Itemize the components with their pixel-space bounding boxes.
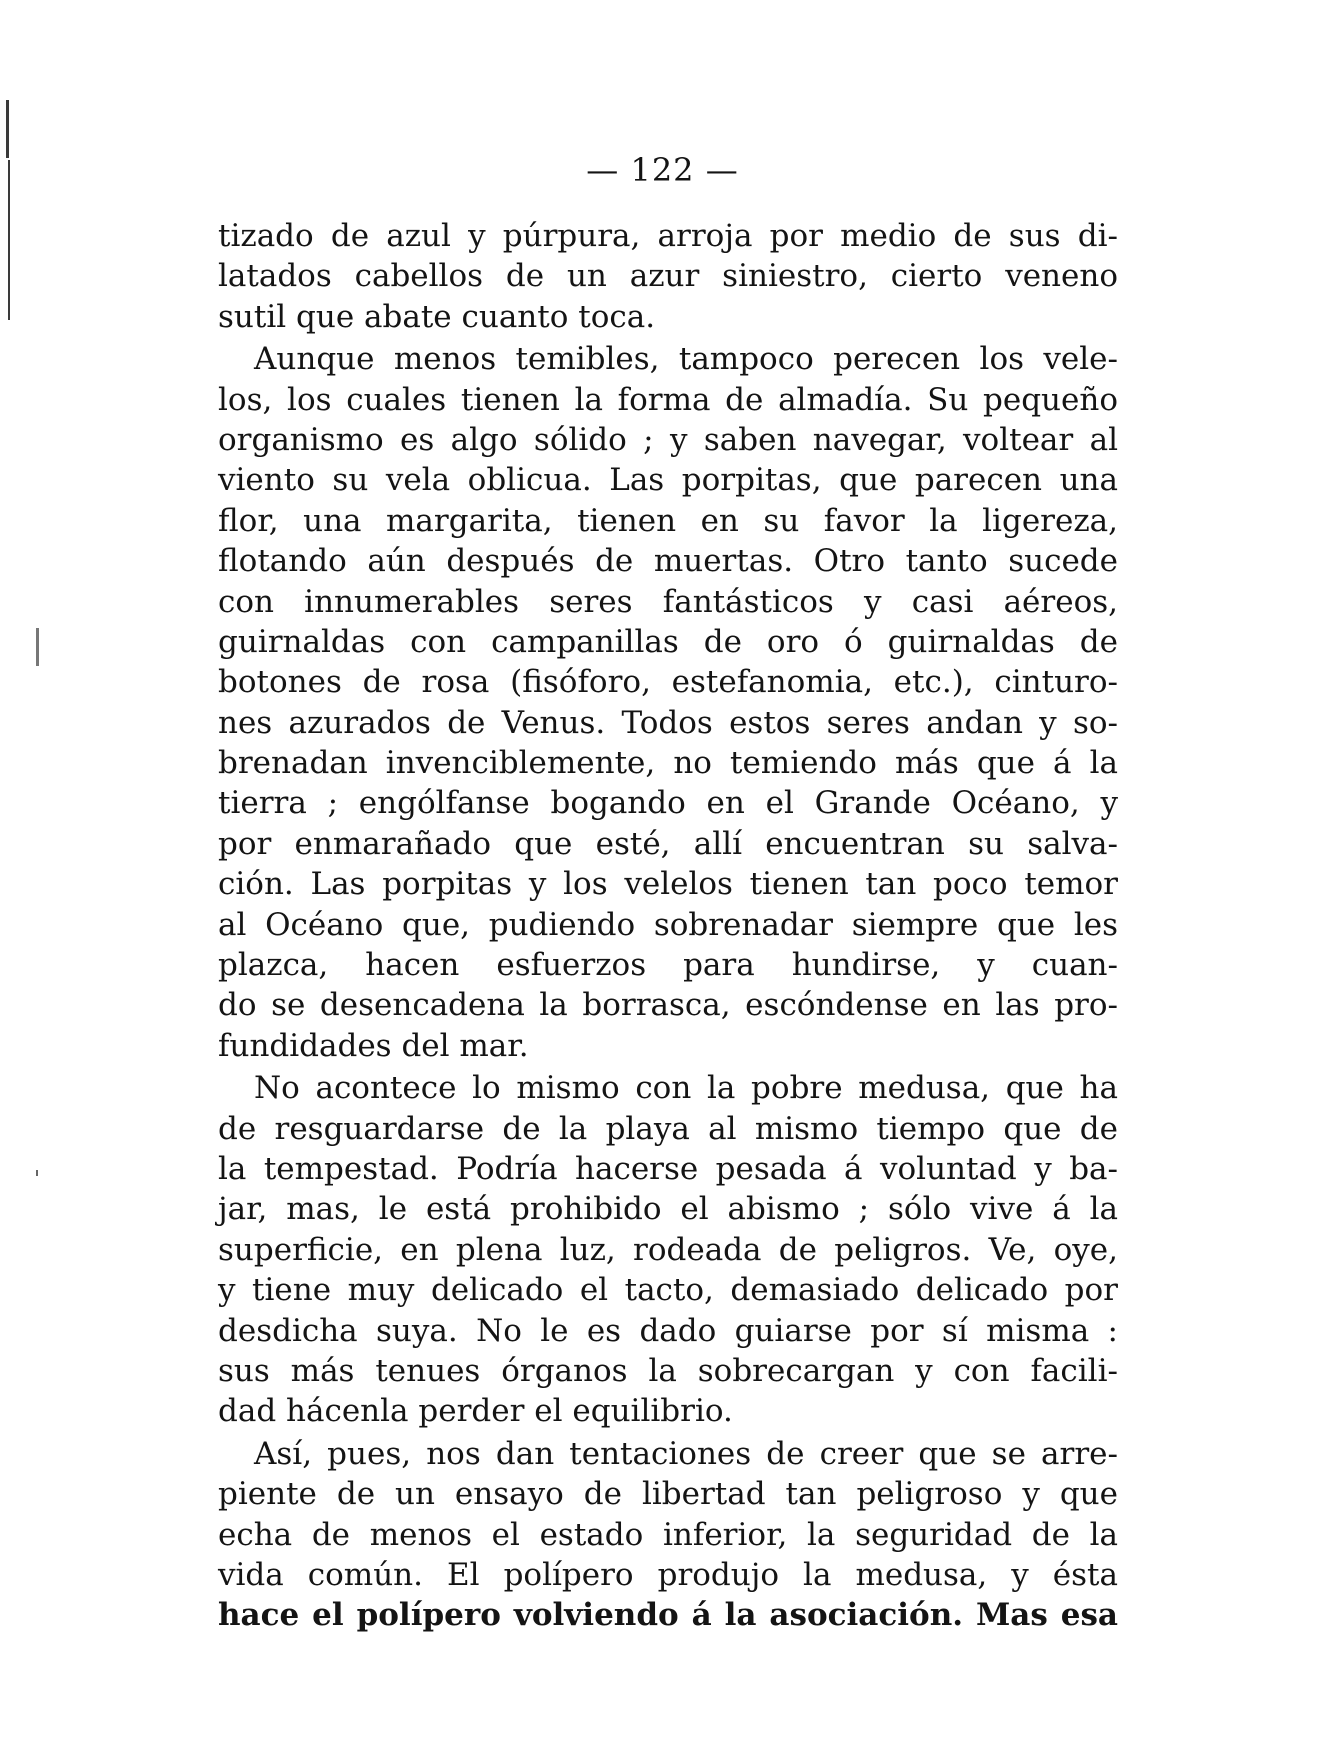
text-line: latados cabellos de un azur siniestro, cierto veneno [218, 258, 1118, 295]
text-line: superficie, en plena luz, rodeada de peligros. Ve, oye, [218, 1231, 1118, 1268]
text-line: organismo es algo sólido ; y saben navegar, voltear al [218, 421, 1118, 458]
page-text [218, 216, 1118, 1636]
text-line: plazca, hacen esfuerzos para hundirse, y cuan- [218, 947, 1118, 984]
text-line: jar, mas, le está prohibido el abismo ; sólo vive á la [218, 1191, 1118, 1228]
scan-margin-mark [36, 628, 39, 666]
text-line: Aunque menos temibles, tampoco perecen los vele- [254, 341, 1118, 378]
text-line: botones de rosa (fisóforo, estefanomia, etc.), cinturo- [218, 664, 1118, 701]
text-line: sutil que abate cuanto toca. [218, 298, 656, 335]
text-line: tizado de azul y púrpura, arroja por medio de sus di- [218, 218, 1118, 254]
text-line: No acontece lo mismo con la pobre medusa, que ha [254, 1070, 1118, 1107]
text-line: los, los cuales tienen la forma de almadía. Su pequeño [218, 381, 1118, 418]
text-line: desdicha suya. No le es dado guiarse por sí misma : [218, 1312, 1118, 1349]
text-line: guirnaldas con campanillas de oro ó guirnaldas de [218, 623, 1118, 660]
text-line: echa de menos el estado inferior, la seguridad de la [218, 1516, 1118, 1553]
text-line: nes azurados de Venus. Todos estos seres andan y so- [218, 704, 1118, 741]
text-line: la tempestad. Podría hacerse pesada á voluntad y ba- [218, 1150, 1118, 1187]
text-line: y tiene muy delicado el tacto, demasiado delicado por [218, 1272, 1118, 1309]
text-line: brenadan invenciblemente, no temiendo más que á la [218, 745, 1118, 782]
text-line: tierra ; engólfanse bogando en el Grande Océano, y [218, 785, 1118, 822]
text-line: dad hácenla perder el equilibrio. [218, 1393, 733, 1430]
text-line: flotando aún después de muertas. Otro tanto sucede [218, 543, 1118, 580]
scan-margin-mark [36, 1170, 38, 1176]
text-line: por enmarañado que esté, allí encuentran su salva- [218, 825, 1118, 862]
text-line: ción. Las porpitas y los velelos tienen tan poco temor [218, 866, 1118, 903]
text-line: viento su vela oblicua. Las porpitas, que parecen una [218, 462, 1118, 499]
text-line: piente de un ensayo de libertad tan peligroso y que [218, 1476, 1118, 1513]
page-number: — 122 — [586, 151, 739, 189]
text-line: fundidades del mar. [218, 1027, 529, 1064]
text-line: sus más tenues órganos la sobrecargan y con facili- [218, 1352, 1118, 1389]
text-line: Así, pues, nos dan tentaciones de creer que se arre- [254, 1435, 1118, 1472]
text-line: de resguardarse de la playa al mismo tiempo que de [218, 1110, 1118, 1147]
text-line: hace el polípero volviendo á la asociación. Mas esa [218, 1597, 1118, 1634]
text-line: con innumerables seres fantásticos y casi aéreos, [218, 583, 1118, 620]
text-line: do se desencadena la borrasca, escóndense en las pro- [218, 987, 1118, 1024]
text-line: flor, una margarita, tienen en su favor la ligereza, [218, 502, 1118, 539]
text-line: vida común. El polípero produjo la medusa, y ésta [218, 1556, 1118, 1593]
text-line: al Océano que, pudiendo sobrenadar siempre que les [218, 906, 1118, 943]
